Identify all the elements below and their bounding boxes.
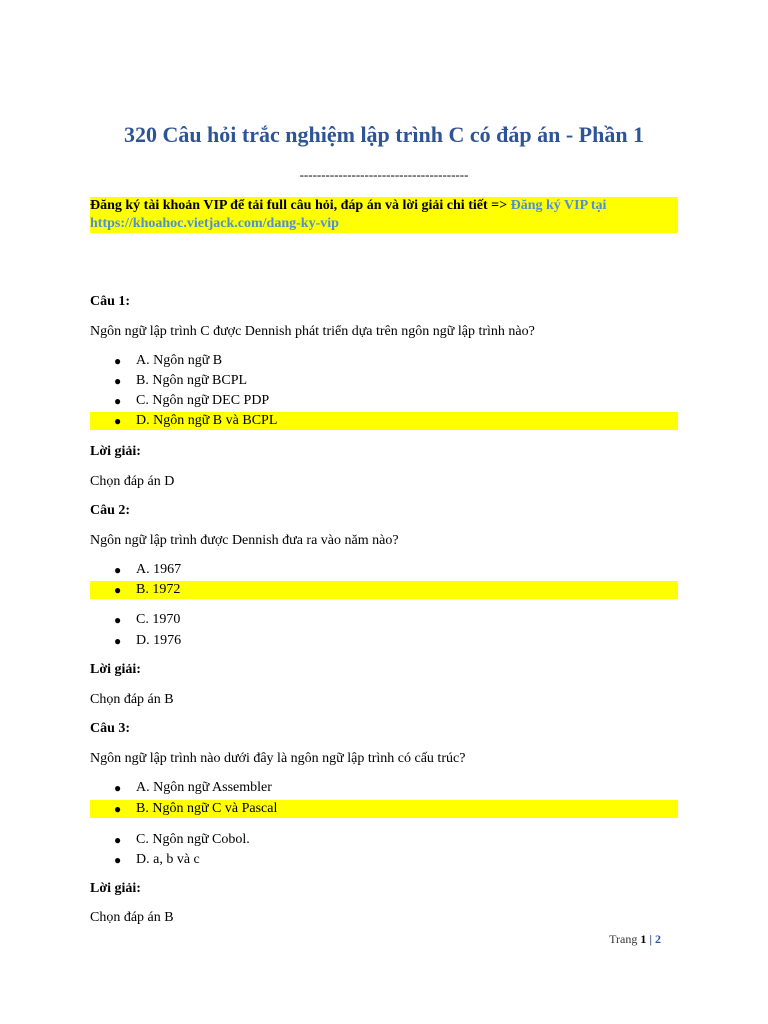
footer-separator: |: [649, 932, 652, 946]
vip-link[interactable]: Đăng ký VIP tại https://khoahoc.vietjack.com/dang-ky-vip: [90, 198, 607, 231]
question-2-solution-label: Lời giải:: [90, 662, 141, 677]
question-2-option-c: ● C. 1970: [114, 612, 181, 627]
question-2-label: Câu 2:: [90, 503, 131, 518]
question-3-text: Ngôn ngữ lập trình nào dưới đây là ngôn ngữ lập trình có cấu trúc?: [90, 751, 466, 766]
bullet-icon: ●: [114, 394, 122, 408]
question-2-option-a: ● A. 1967: [114, 562, 182, 577]
question-1-option-c: ● C. Ngôn ngữ DEC PDP: [114, 393, 270, 408]
page-footer: [609, 932, 661, 947]
page-title: 320 Câu hỏi trắc nghiệm lập trình C có đáp án - Phần 1: [123, 122, 645, 147]
question-3-solution-label: Lời giải:: [90, 881, 141, 896]
bullet-icon: ●: [114, 781, 122, 795]
question-2-option-b: ● B. 1972: [90, 581, 678, 599]
question-2-solution: Chọn đáp án B: [90, 692, 174, 707]
bullet-icon: ●: [114, 374, 122, 388]
question-1-label: Câu 1:: [90, 294, 131, 309]
bullet-icon: ●: [114, 583, 122, 597]
question-2-text: Ngôn ngữ lập trình được Dennish đưa ra vào năm nào?: [90, 533, 399, 548]
question-1-option-a: ● A. Ngôn ngữ B: [114, 353, 223, 368]
question-3-label: Câu 3:: [90, 721, 131, 736]
footer-page-word: Trang: [609, 932, 638, 946]
question-1-solution-label: Lời giải:: [90, 444, 141, 459]
question-3-option-a: ● A. Ngôn ngữ Assembler: [114, 780, 272, 795]
bullet-icon: ●: [114, 563, 122, 577]
vip-banner: [90, 197, 678, 233]
question-3-option-d: ● D. a, b và c: [114, 852, 200, 867]
question-3-option-c: ● C. Ngôn ngữ Cobol.: [114, 832, 250, 847]
question-3-solution: Chọn đáp án B: [90, 910, 174, 925]
bullet-icon: ●: [114, 354, 122, 368]
question-3-option-b: ● B. Ngôn ngữ C và Pascal: [90, 800, 678, 818]
divider-line: ---------------------------------------: [299, 167, 469, 182]
footer-current-page: 1: [640, 932, 647, 946]
question-2-option-d: ● D. 1976: [114, 633, 182, 648]
question-1-option-d: ● D. Ngôn ngữ B và BCPL: [90, 412, 678, 430]
vip-banner-text: Đăng ký tài khoản VIP để tải full câu hỏi, đáp án và lời giải chi tiết =>: [90, 198, 508, 213]
bullet-icon: ●: [114, 414, 122, 428]
bullet-icon: ●: [114, 833, 122, 847]
bullet-icon: ●: [114, 802, 122, 816]
question-1-option-b: ● B. Ngôn ngữ BCPL: [114, 373, 248, 388]
question-1-text: Ngôn ngữ lập trình C được Dennish phát triển dựa trên ngôn ngữ lập trình nào?: [90, 324, 535, 339]
footer-total-pages: 2: [655, 932, 661, 946]
bullet-icon: ●: [114, 613, 122, 627]
question-1-solution: Chọn đáp án D: [90, 474, 175, 489]
bullet-icon: ●: [114, 853, 122, 867]
bullet-icon: ●: [114, 634, 122, 648]
